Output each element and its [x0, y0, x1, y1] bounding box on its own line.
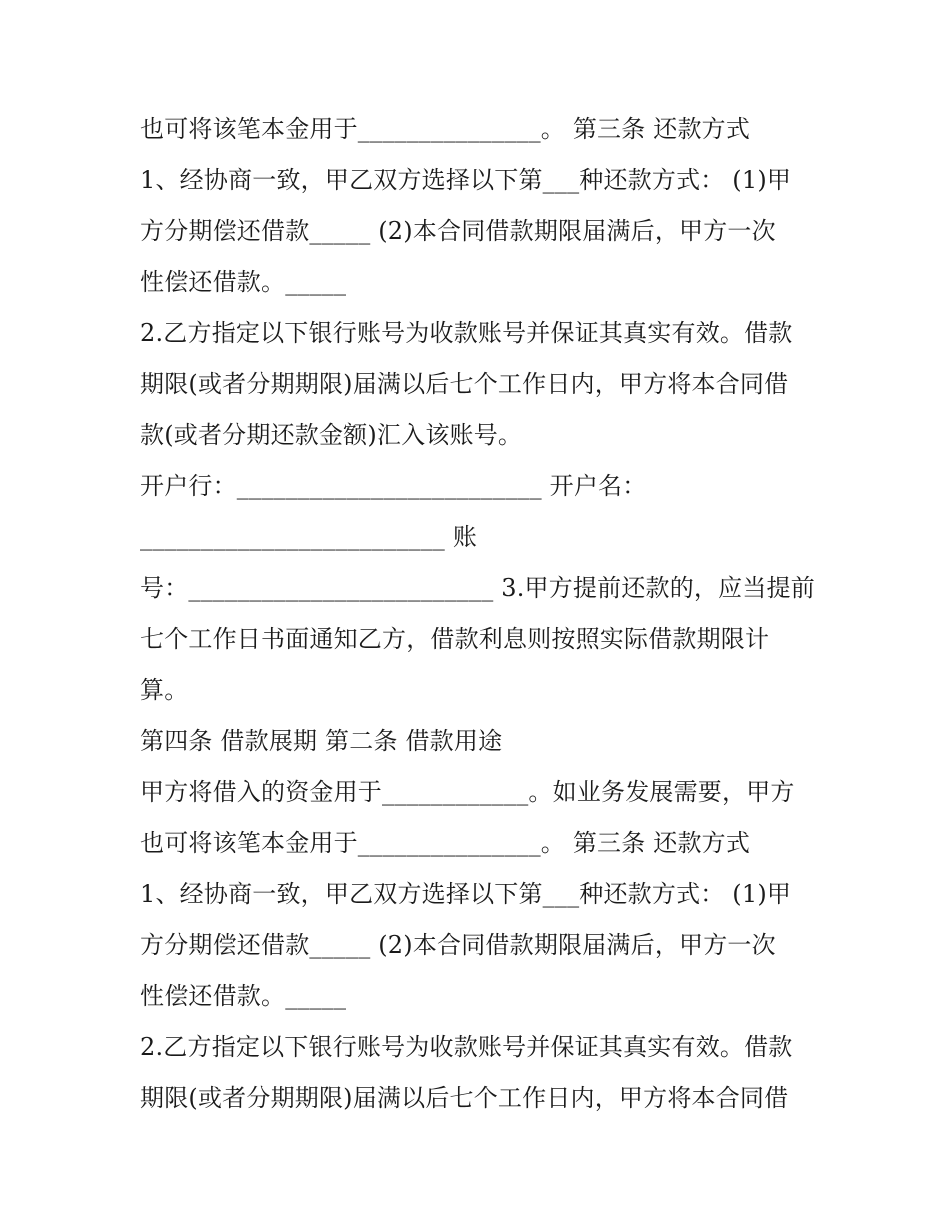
text-line: 款(或者分期还款金额)汇入该账号。: [140, 421, 523, 449]
text-line: 2.乙方指定以下银行账号为收款账号并保证其真实有效。借款: [140, 319, 793, 347]
document-body: [140, 104, 820, 1124]
text-line: 1、经协商一致，甲乙双方选择以下第___种还款方式： (1)甲: [140, 880, 792, 908]
text-line: 方分期偿还借款_____ (2)本合同借款期限届满后，甲方一次: [140, 217, 776, 245]
text-line: 方分期偿还借款_____ (2)本合同借款期限届满后，甲方一次: [140, 931, 776, 959]
text-line: 开户行：_________________________ 开户名：: [140, 472, 647, 500]
text-line: 第四条 借款展期 第二条 借款用途: [140, 727, 503, 755]
text-line: 七个工作日书面通知乙方，借款利息则按照实际借款期限计: [140, 625, 770, 653]
text-line: 算。: [140, 676, 189, 704]
text-line: _________________________ 账: [140, 523, 478, 551]
text-line: 也可将该笔本金用于_______________。 第三条 还款方式: [140, 115, 751, 143]
text-line: 甲方将借入的资金用于____________。如业务发展需要，甲方: [140, 778, 795, 806]
text-line: 也可将该笔本金用于_______________。 第三条 还款方式: [140, 829, 751, 857]
text-line: 性偿还借款。_____: [140, 982, 347, 1010]
text-line: 2.乙方指定以下银行账号为收款账号并保证其真实有效。借款: [140, 1033, 793, 1061]
text-line: 号：_________________________ 3.甲方提前还款的，应当提前: [140, 574, 815, 602]
text-line: 性偿还借款。_____: [140, 268, 347, 296]
text-line: 期限(或者分期期限)届满以后七个工作日内，甲方将本合同借: [140, 1084, 789, 1112]
text-line: 1、经协商一致，甲乙双方选择以下第___种还款方式： (1)甲: [140, 166, 792, 194]
text-line: 期限(或者分期期限)届满以后七个工作日内，甲方将本合同借: [140, 370, 789, 398]
